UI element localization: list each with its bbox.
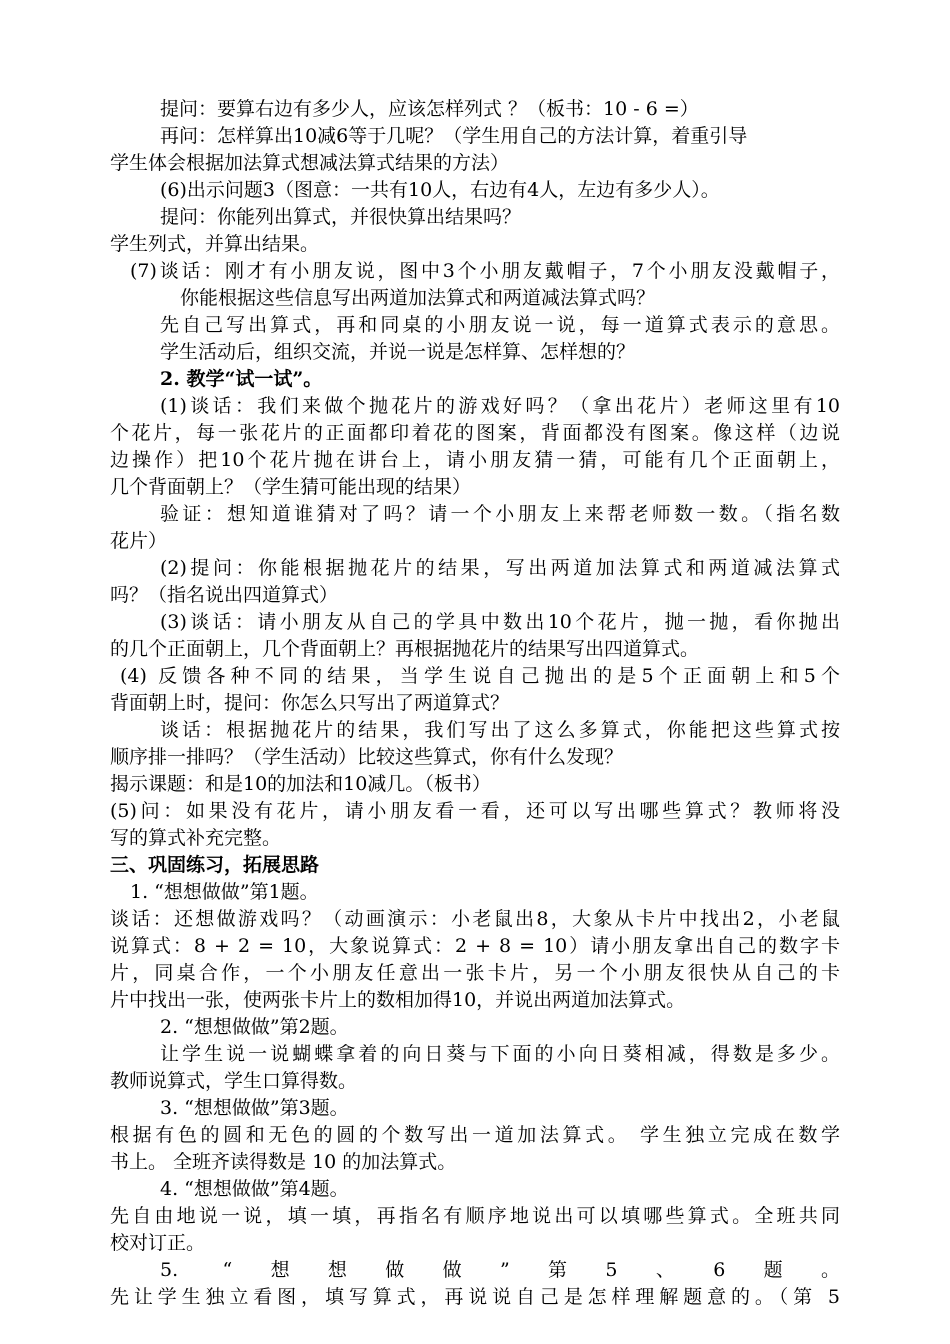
text-line: 说算式：8 + 2 = 10，大象说算式：2 + 8 = 10）请小朋友拿出自己的数字卡 (110, 935, 840, 957)
text-line: 验证：想知道谁猜对了吗？请一个小朋友上来帮老师数一数。（指名数 (160, 503, 840, 525)
text-line: (4) 反馈各种不同的结果，当学生说自己抛出的是5个正面朝上和5个 (120, 665, 840, 687)
text-line: 再问：怎样算出10减6等于几呢？（学生用自己的方法计算，着重引导 (160, 125, 748, 147)
text-line: 教师说算式，学生口算得数。 (110, 1070, 358, 1092)
text-line: 几个背面朝上？（学生猜可能出现的结果） (110, 476, 472, 498)
text-line: (6)出示问题3（图意：一共有10人，右边有4人，左边有多少人）。 (160, 179, 720, 201)
text-line: (7)谈话：刚才有小朋友说，图中3个小朋友戴帽子，7个小朋友没戴帽子， (130, 260, 840, 282)
text-line: (3)谈话：请小朋友从自己的学具中数出10个花片，抛一抛，看你抛出 (160, 611, 840, 633)
text-line: 学生列式，并算出结果。 (110, 233, 320, 255)
text-line: (5)问：如果没有花片，请小朋友看一看，还可以写出哪些算式？教师将没 (110, 800, 840, 822)
text-line: 谈话：根据抛花片的结果，我们写出了这么多算式，你能把这些算式按 (160, 719, 840, 741)
text-line: 花片） (110, 530, 168, 552)
text-line: 揭示课题：和是10的加法和10减几。（板书） (110, 773, 491, 795)
text-line: (1)谈话：我们来做个抛花片的游戏好吗？（拿出花片）老师这里有10 (160, 395, 840, 417)
text-line: 根据有色的圆和无色的圆的个数写出一道加法算式。 学生独立完成在数学 (110, 1124, 840, 1146)
text-line: 谈话：还想做游戏吗？（动画演示：小老鼠出8，大象从卡片中找出2，小老鼠 (110, 908, 840, 930)
text-line: 先让学生独立看图，填写算式，再说说自己是怎样理解题意的。（第 5 (110, 1286, 840, 1308)
text-line: 3. “想想做做”第3题。 (160, 1097, 349, 1119)
text-line: 提问：你能列出算式，并很快算出结果吗？ (160, 206, 522, 228)
text-line: 让学生说一说蝴蝶拿着的向日葵与下面的小向日葵相减，得数是多少。 (160, 1043, 840, 1065)
text-line: 先自己写出算式，再和同桌的小朋友说一说，每一道算式表示的意思。 (160, 314, 840, 336)
text-line: 吗？（指名说出四道算式） (110, 584, 339, 606)
text-line: 4. “想想做做”第4题。 (160, 1178, 349, 1200)
text-line: 提问：要算右边有多少人，应该怎样列式 ？（板书：10 - 6 =） (160, 98, 699, 120)
section-heading: 2. 教学“试一试”。 (160, 368, 323, 390)
text-line: 背面朝上时，提问：你怎么只写出了两道算式？ (110, 692, 510, 714)
text-line: 片中找出一张，使两张卡片上的数相加得10，并说出两道加法算式。 (110, 989, 686, 1011)
text-line: 5. “想想做做”第5、6题。 (160, 1259, 840, 1281)
text-line: 校对订正。 (110, 1232, 206, 1254)
text-line: 边操作）把10个花片抛在讲台上，请小朋友猜一猜，可能有几个正面朝上， (110, 449, 840, 471)
text-line: 写的算式补充完整。 (110, 827, 282, 849)
text-line: 的几个正面朝上，几个背面朝上？再根据抛花片的结果写出四道算式。 (110, 638, 700, 660)
text-line: 顺序排一排吗？（学生活动）比较这些算式，你有什么发现？ (110, 746, 624, 768)
section-heading: 三、巩固练习，拓展思路 (110, 854, 320, 876)
text-line: 学生体会根据加法算式想减法算式结果的方法） (110, 152, 510, 174)
text-line: 2. “想想做做”第2题。 (160, 1016, 349, 1038)
text-line: 你能根据这些信息写出两道加法算式和两道减法算式吗？ (180, 287, 656, 309)
text-line: 个花片，每一张花片的正面都印着花的图案，背面都没有图案。像这样（边说 (110, 422, 840, 444)
text-line: (2)提问：你能根据抛花片的结果，写出两道加法算式和两道减法算式 (160, 557, 840, 579)
text-line: 书上。 全班齐读得数是 10 的加法算式。 (110, 1151, 457, 1173)
text-line: 先自由地说一说，填一填，再指名有顺序地说出可以填哪些算式。全班共同 (110, 1205, 840, 1227)
text-line: 学生活动后，组织交流，并说一说是怎样算、怎样想的？ (160, 341, 636, 363)
text-line: 片，同桌合作，一个小朋友任意出一张卡片，另一个小朋友很快从自己的卡 (110, 962, 840, 984)
text-line: 1. “想想做做”第1题。 (130, 881, 319, 903)
